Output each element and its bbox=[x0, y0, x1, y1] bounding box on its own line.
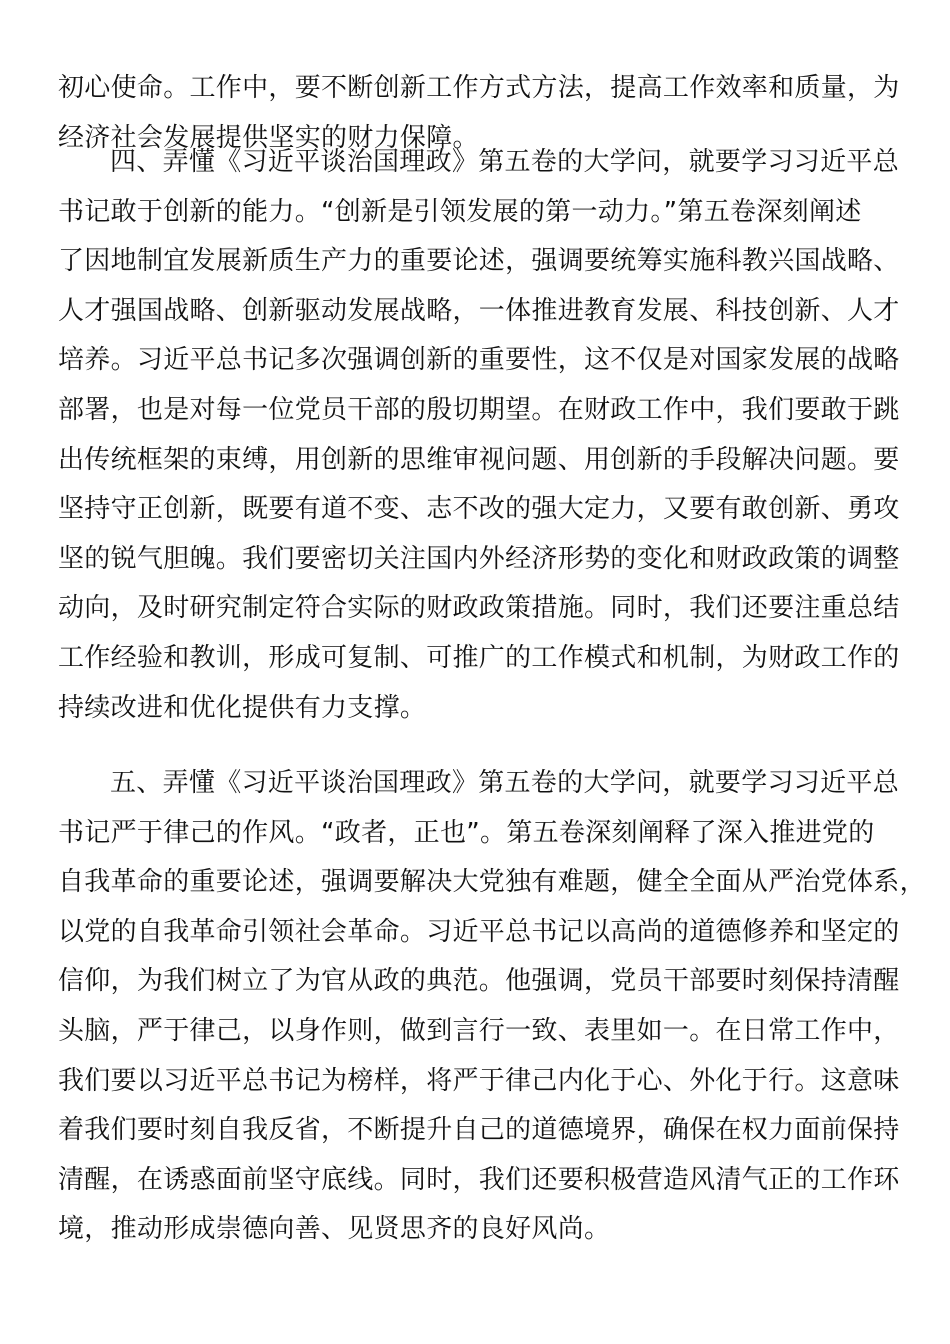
text-line: 以党的自我革命引领社会革命。习近平总书记以高尚的道德修养和坚定的 bbox=[58, 916, 900, 947]
text-line: 经济社会发展提供坚实的财力保障。 bbox=[58, 122, 479, 153]
text-line: 部署，也是对每一位党员干部的殷切期望。在财政工作中，我们要敢于跳 bbox=[58, 394, 900, 425]
paragraph-self-discipline bbox=[58, 759, 926, 1255]
text-line: 了因地制宜发展新质生产力的重要论述，强调要统筹实施科教兴国战略、 bbox=[58, 246, 900, 277]
text-line: 五、弄懂《习近平谈治国理政》第五卷的大学问，就要学习习近平总 bbox=[110, 768, 900, 798]
text-line: 着我们要时刻自我反省，不断提升自己的道德境界，确保在权力面前保持 bbox=[58, 1115, 900, 1146]
text-line: 清醒，在诱惑面前坚守底线。同时，我们还要积极营造风清气正的工作环 bbox=[58, 1164, 900, 1195]
text-line: 自我革命的重要论述，强调要解决大党独有难题，健全全面从严治党体系， bbox=[58, 867, 926, 898]
text-line: 我们要以习近平总书记为榜样，将严于律己内化于心、外化于行。这意味 bbox=[58, 1065, 900, 1096]
text-line: 境，推动形成崇德向善、见贤思齐的良好风尚。 bbox=[58, 1214, 611, 1245]
text-line: 四、弄懂《习近平谈治国理政》第五卷的大学问，就要学习习近平总 bbox=[110, 147, 900, 177]
text-line: 书记严于律己的作风。“政者，正也”。第五卷深刻阐释了深入推进党的 bbox=[58, 817, 875, 848]
text-line: 坚持守正创新，既要有道不变、志不改的强大定力，又要有敢创新、勇攻 bbox=[58, 494, 900, 525]
text-line: 持续改进和优化提供有力支撑。 bbox=[58, 692, 427, 723]
text-line: 头脑，严于律己，以身作则，做到言行一致、表里如一。在日常工作中， bbox=[58, 1015, 900, 1046]
text-line: 坚的锐气胆魄。我们要密切关注国内外经济形势的变化和财政政策的调整 bbox=[58, 543, 900, 574]
text-line: 培养。习近平总书记多次强调创新的重要性，这不仅是对国家发展的战略 bbox=[58, 345, 900, 376]
text-line: 信仰，为我们树立了为官从政的典范。他强调，党员干部要时刻保持清醒 bbox=[58, 966, 900, 997]
text-line: 书记敢于创新的能力。“创新是引领发展的第一动力。”第五卷深刻阐述 bbox=[58, 196, 862, 227]
text-line: 动向，及时研究制定符合实际的财政政策措施。同时，我们还要注重总结 bbox=[58, 593, 900, 624]
text-line: 初心使命。工作中，要不断创新工作方式方法，提高工作效率和质量，为 bbox=[58, 73, 900, 103]
text-line: 工作经验和教训，形成可复制、可推广的工作模式和机制，为财政工作的 bbox=[58, 642, 900, 673]
text-line: 出传统框架的束缚，用创新的思维审视问题、用创新的手段解决问题。要 bbox=[58, 444, 900, 475]
paragraph-innovation bbox=[58, 138, 900, 733]
text-line: 人才强国战略、创新驱动发展战略，一体推进教育发展、科技创新、人才 bbox=[58, 295, 900, 326]
